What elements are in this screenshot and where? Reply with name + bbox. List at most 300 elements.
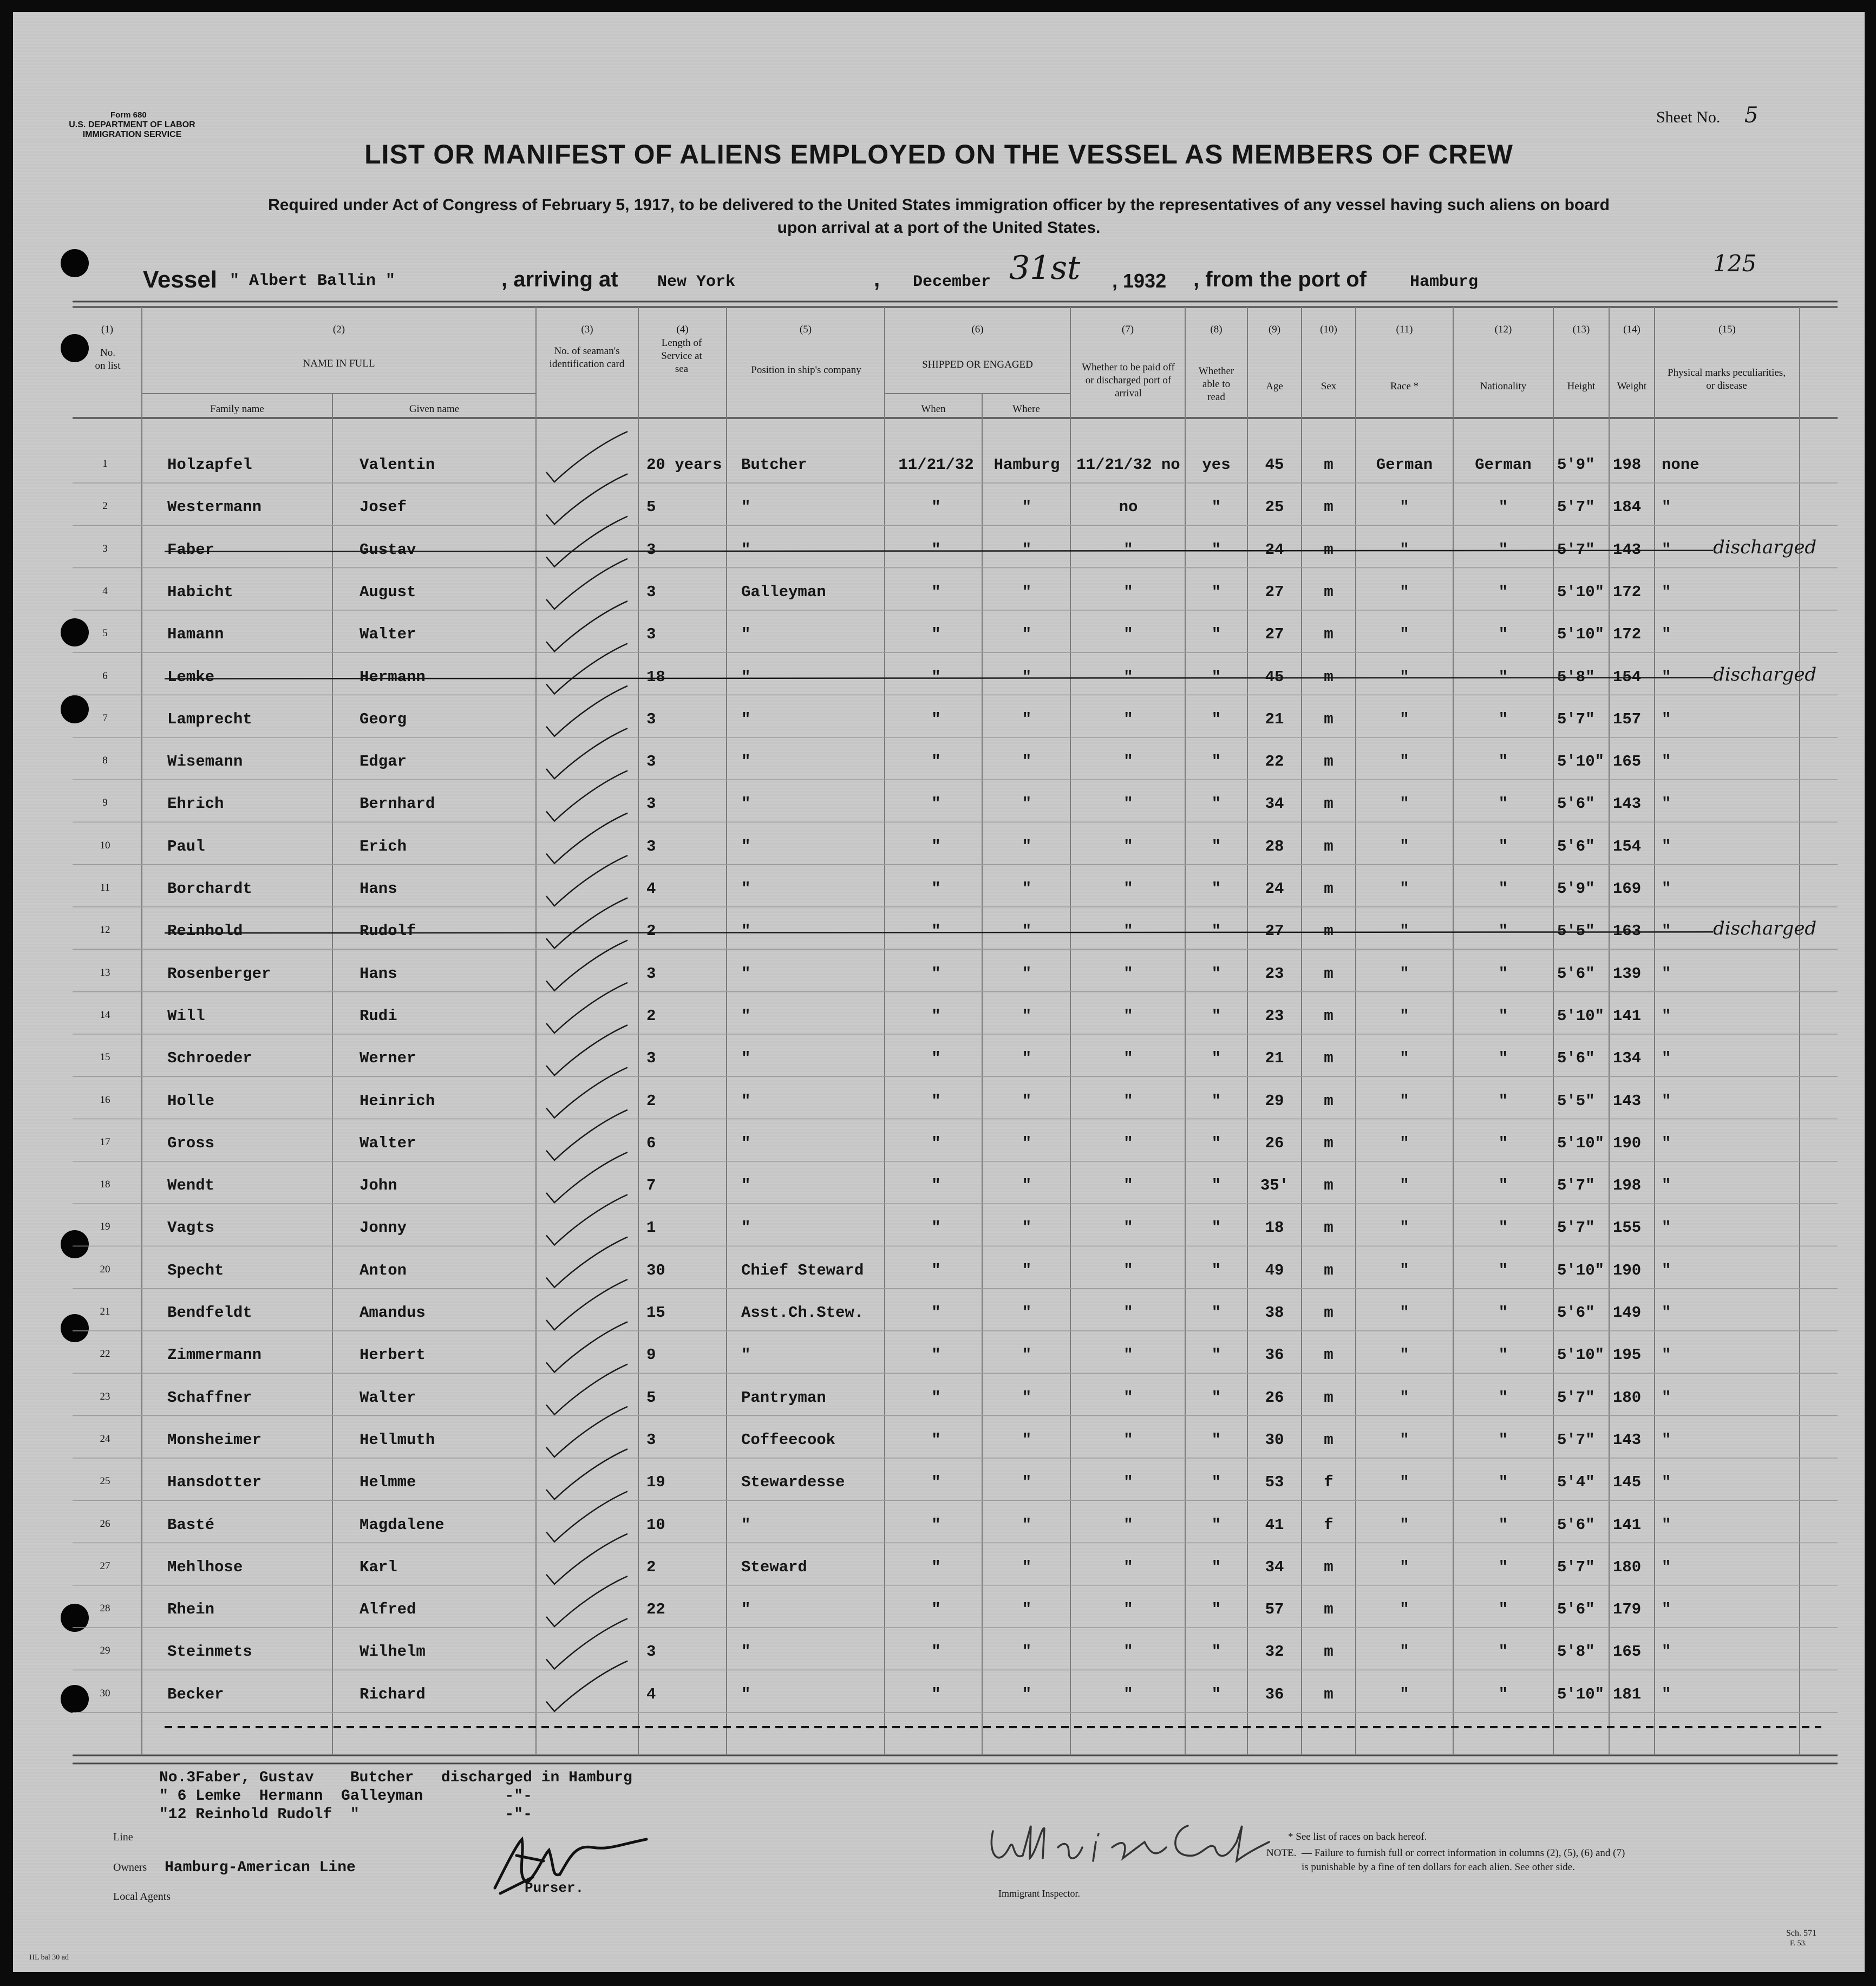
service-length-cell: 3: [646, 583, 656, 601]
shipped-when-cell: ": [931, 625, 941, 644]
age-cell: 21: [1265, 1049, 1284, 1068]
shipped-when-cell: ": [931, 668, 941, 686]
family-name-cell: Specht: [167, 1261, 224, 1279]
given-name-cell: Magdalene: [359, 1515, 445, 1534]
family-name-cell: Lamprecht: [167, 710, 252, 728]
col15-number: (15): [1718, 324, 1736, 335]
weight-cell: 134: [1613, 1049, 1642, 1068]
sex-cell: m: [1324, 837, 1334, 855]
shipped-where-cell: ": [1022, 1430, 1032, 1449]
page-title: LIST OR MANIFEST OF ALIENS EMPLOYED ON THE VESSEL AS MEMBERS OF CREW: [364, 139, 1513, 169]
id-card-checkmark: [546, 1618, 627, 1669]
shipped-where-cell: Hamburg: [993, 456, 1060, 474]
position-cell: ": [741, 753, 751, 771]
age-cell: 24: [1265, 880, 1284, 898]
given-name-cell: Walter: [359, 1134, 416, 1152]
shipped-when-cell: ": [931, 1261, 941, 1279]
paid-off-cell: ": [1123, 1685, 1133, 1703]
shipped-when-cell: ": [931, 1049, 941, 1068]
nationality-cell: ": [1498, 795, 1508, 813]
col7-header: Whether to be paid off or discharged port of arrival: [1082, 362, 1175, 399]
col11-number: (11): [1396, 324, 1413, 335]
id-card-checkmark: [546, 1152, 627, 1203]
physical-marks-cell: ": [1662, 795, 1671, 813]
paid-off-cell: 11/21/32 no: [1076, 456, 1180, 474]
age-cell: 30: [1265, 1430, 1284, 1449]
physical-marks-cell: none: [1662, 456, 1699, 474]
shipped-where-cell: ": [1022, 1134, 1032, 1152]
row-number: 11: [100, 882, 110, 893]
shipped-when-cell: ": [931, 922, 941, 940]
col6-header: SHIPPED OR ENGAGED: [922, 359, 1033, 370]
family-name-cell: Becker: [167, 1685, 224, 1703]
race-cell: ": [1400, 1134, 1409, 1152]
row-number: 24: [100, 1433, 110, 1445]
physical-marks-cell: ": [1662, 668, 1671, 686]
paid-off-cell: ": [1123, 625, 1133, 644]
able-to-read-cell: ": [1211, 753, 1221, 771]
height-cell: 5'4": [1557, 1473, 1595, 1492]
nationality-cell: ": [1498, 922, 1508, 940]
age-cell: 35': [1260, 1177, 1289, 1195]
sex-cell: m: [1324, 456, 1334, 474]
able-to-read-cell: ": [1211, 795, 1221, 813]
owners-value: Hamburg-American Line: [165, 1859, 356, 1876]
height-cell: 5'9": [1557, 880, 1595, 898]
family-name-cell: Reinhold: [167, 922, 243, 940]
col3-number: (3): [581, 324, 593, 335]
family-name-cell: Paul: [167, 837, 205, 855]
service-length-cell: 18: [646, 668, 665, 686]
height-cell: 5'7": [1557, 1558, 1595, 1576]
paid-off-cell: ": [1123, 1346, 1133, 1364]
row-number: 5: [102, 628, 108, 639]
race-cell: ": [1400, 540, 1409, 559]
position-cell: ": [741, 1643, 751, 1661]
id-card-checkmark: [546, 601, 627, 651]
position-cell: ": [741, 540, 751, 559]
physical-marks-cell: ": [1662, 1430, 1671, 1449]
physical-marks-cell: ": [1662, 753, 1671, 771]
physical-marks-cell: ": [1662, 1515, 1671, 1534]
family-name-cell: Basté: [167, 1515, 215, 1534]
given-name-cell: Josef: [359, 498, 407, 517]
weight-cell: 141: [1613, 1515, 1642, 1534]
given-name-cell: Rudolf: [359, 922, 416, 940]
row-number: 10: [100, 839, 110, 851]
weight-cell: 184: [1613, 498, 1642, 517]
race-cell: German: [1376, 456, 1433, 474]
arriving-port: New York: [657, 273, 736, 291]
age-cell: 45: [1265, 668, 1284, 686]
position-cell: ": [741, 710, 751, 728]
weight-cell: 190: [1613, 1134, 1642, 1152]
height-cell: 5'5": [1557, 922, 1595, 940]
shipped-when-cell: ": [931, 1430, 941, 1449]
nationality-cell: ": [1498, 1304, 1508, 1322]
service-length-cell: 6: [646, 1134, 656, 1152]
given-name-cell: Bernhard: [359, 795, 435, 813]
shipped-when-cell: ": [931, 1346, 941, 1364]
shipped-where-cell: ": [1022, 753, 1032, 771]
id-card-checkmark: [546, 813, 627, 864]
table-grid: [13, 12, 1865, 1972]
physical-marks-cell: ": [1662, 880, 1671, 898]
row-number: 28: [100, 1603, 110, 1615]
height-cell: 5'10": [1557, 583, 1605, 601]
race-cell: ": [1400, 1643, 1409, 1661]
discharged-note: discharged: [1713, 536, 1817, 558]
service-length-cell: 22: [646, 1600, 665, 1619]
sex-cell: m: [1324, 1304, 1334, 1322]
nationality-cell: ": [1498, 625, 1508, 644]
sex-cell: m: [1324, 1007, 1334, 1025]
paid-off-cell: ": [1123, 540, 1133, 559]
position-cell: ": [741, 922, 751, 940]
col13-number: (13): [1572, 324, 1590, 335]
date-comma: ,: [874, 267, 880, 291]
col8-number: (8): [1210, 324, 1223, 335]
col13-header: Height: [1567, 381, 1596, 392]
weight-cell: 181: [1613, 1685, 1642, 1703]
col3-header: No. of seaman's identification card: [549, 345, 625, 370]
shipped-when-cell: ": [931, 837, 941, 855]
sex-cell: m: [1324, 1346, 1334, 1364]
weight-cell: 180: [1613, 1558, 1642, 1576]
family-name-cell: Monsheimer: [167, 1430, 262, 1449]
able-to-read-cell: ": [1211, 498, 1221, 517]
shipped-where-cell: ": [1022, 922, 1032, 940]
able-to-read-cell: ": [1211, 1219, 1221, 1237]
id-card-checkmark: [546, 1237, 627, 1288]
height-cell: 5'9": [1557, 456, 1595, 474]
row-number: 27: [100, 1560, 110, 1572]
sex-cell: m: [1324, 540, 1334, 559]
race-cell: ": [1400, 1219, 1409, 1237]
id-card-checkmark: [546, 898, 627, 948]
races-note: * See list of races on back hereof.: [1288, 1831, 1427, 1843]
row-number: 22: [100, 1348, 110, 1360]
sex-cell: f: [1324, 1473, 1334, 1492]
family-name-cell: Rhein: [167, 1600, 215, 1619]
nationality-cell: ": [1498, 1346, 1508, 1364]
id-card-checkmark: [546, 1576, 627, 1626]
position-cell: Stewardesse: [741, 1473, 845, 1492]
age-cell: 36: [1265, 1346, 1284, 1364]
family-name-cell: Borchardt: [167, 880, 252, 898]
paid-off-cell: ": [1123, 880, 1133, 898]
shipped-where-cell: ": [1022, 1092, 1032, 1110]
service-length-cell: 4: [646, 1685, 656, 1703]
weight-cell: 198: [1613, 456, 1642, 474]
race-cell: ": [1400, 1007, 1409, 1025]
given-name-cell: Georg: [359, 710, 407, 728]
col8-header: Whether able to read: [1198, 365, 1234, 403]
nationality-cell: ": [1498, 1558, 1508, 1576]
given-name-cell: Karl: [359, 1558, 397, 1576]
able-to-read-cell: ": [1211, 540, 1221, 559]
weight-cell: 169: [1613, 880, 1642, 898]
age-cell: 22: [1265, 753, 1284, 771]
race-cell: ": [1400, 1388, 1409, 1407]
row-number: 16: [100, 1094, 110, 1106]
shipped-where-cell: ": [1022, 1600, 1032, 1619]
col14-header: Weight: [1617, 381, 1647, 392]
physical-marks-cell: ": [1662, 1049, 1671, 1068]
service-length-cell: 3: [646, 795, 656, 813]
physical-marks-cell: ": [1662, 710, 1671, 728]
height-cell: 5'7": [1557, 710, 1595, 728]
service-length-cell: 3: [646, 540, 656, 559]
shipped-when-cell: ": [931, 1515, 941, 1534]
row-number: 23: [100, 1390, 110, 1402]
shipped-where-cell: ": [1022, 668, 1032, 686]
physical-marks-cell: ": [1662, 1007, 1671, 1025]
id-card-checkmark: [546, 1534, 627, 1584]
row-number: 26: [100, 1518, 110, 1530]
local-agents-label: Local Agents: [113, 1891, 171, 1903]
shipped-when-cell: ": [931, 1304, 941, 1322]
col5-number: (5): [799, 324, 812, 335]
given-name-cell: Gustav: [359, 540, 416, 559]
height-cell: 5'6": [1557, 1049, 1595, 1068]
paid-off-cell: ": [1123, 964, 1133, 983]
weight-cell: 179: [1613, 1600, 1642, 1619]
paid-off-cell: ": [1123, 1304, 1133, 1322]
sex-cell: m: [1324, 1388, 1334, 1407]
sex-cell: m: [1324, 1643, 1334, 1661]
sheet-number: 5: [1744, 103, 1759, 128]
paid-off-cell: ": [1123, 1092, 1133, 1110]
race-cell: ": [1400, 1430, 1409, 1449]
family-name-cell: Vagts: [167, 1219, 215, 1237]
race-cell: ": [1400, 498, 1409, 517]
nationality-cell: ": [1498, 1473, 1508, 1492]
able-to-read-cell: ": [1211, 625, 1221, 644]
col1-header: No. on list: [95, 347, 121, 371]
row-number: 30: [100, 1687, 110, 1699]
race-cell: ": [1400, 710, 1409, 728]
shipped-when-cell: ": [931, 498, 941, 517]
service-length-cell: 15: [646, 1304, 665, 1322]
age-cell: 21: [1265, 710, 1284, 728]
paid-off-cell: ": [1123, 1219, 1133, 1237]
family-name-cell: Faber: [167, 540, 215, 559]
nationality-cell: ": [1498, 540, 1508, 559]
given-name-cell: Hermann: [359, 668, 426, 686]
height-cell: 5'10": [1557, 1346, 1605, 1364]
able-to-read-cell: ": [1211, 1685, 1221, 1703]
given-name-cell: Heinrich: [359, 1092, 435, 1110]
height-cell: 5'6": [1557, 964, 1595, 983]
able-to-read-cell: ": [1211, 1558, 1221, 1576]
physical-marks-cell: ": [1662, 1092, 1671, 1110]
physical-marks-cell: ": [1662, 964, 1671, 983]
row-number: 13: [100, 966, 110, 978]
row-number: 3: [102, 543, 108, 554]
inspector-label: Immigrant Inspector.: [998, 1888, 1080, 1899]
arrival-year: , 1932: [1112, 270, 1167, 292]
physical-marks-cell: ": [1662, 498, 1671, 517]
paid-off-cell: ": [1123, 1600, 1133, 1619]
inspector-signature: [982, 1809, 1285, 1874]
race-cell: ": [1400, 880, 1409, 898]
paid-off-cell: no: [1119, 498, 1138, 517]
family-name-cell: Lemke: [167, 668, 215, 686]
from-port-label: , from the port of: [1193, 267, 1367, 291]
family-name-cell: Wisemann: [167, 753, 243, 771]
row-number: 25: [100, 1475, 110, 1487]
subtitle-line-2: upon arrival at a port of the United States.: [777, 219, 1101, 237]
shipped-when-cell: ": [931, 1600, 941, 1619]
family-name-cell: Mehlhose: [167, 1558, 243, 1576]
nationality-cell: ": [1498, 837, 1508, 855]
race-cell: ": [1400, 1304, 1409, 1322]
position-cell: Galleyman: [741, 583, 826, 601]
id-card-checkmark: [546, 1492, 627, 1542]
given-name-cell: Amandus: [359, 1304, 426, 1322]
shipped-when-cell: ": [931, 1219, 941, 1237]
physical-marks-cell: ": [1662, 1304, 1671, 1322]
discharge-note-2: " 6 Lemke Hermann Galleyman -"-: [159, 1788, 532, 1805]
form-number: Form 680: [110, 110, 147, 120]
corner-code: HL bal 30 ad: [29, 1954, 69, 1962]
sex-cell: m: [1324, 1049, 1334, 1068]
family-name-cell: Schaffner: [167, 1388, 252, 1407]
vessel-name: " Albert Ballin ": [230, 272, 396, 290]
shipped-where-cell: ": [1022, 1473, 1032, 1492]
able-to-read-cell: ": [1211, 1049, 1221, 1068]
given-name-cell: Alfred: [359, 1600, 416, 1619]
id-card-checkmark: [546, 1364, 627, 1415]
note-text-1: — Failure to furnish full or correct information in columns (2), (5), (6) and (7): [1302, 1847, 1625, 1859]
note-label: NOTE.: [1266, 1847, 1297, 1859]
paid-off-cell: ": [1123, 795, 1133, 813]
position-cell: ": [741, 880, 751, 898]
age-cell: 57: [1265, 1600, 1284, 1619]
col9-number: (9): [1268, 324, 1281, 335]
height-cell: 5'7": [1557, 1388, 1595, 1407]
col1-number: (1): [101, 324, 114, 335]
shipped-where-cell: ": [1022, 964, 1032, 983]
sex-cell: m: [1324, 1261, 1334, 1279]
row-number: 15: [100, 1051, 110, 1063]
arrival-day: 31st: [1009, 249, 1081, 287]
nationality-cell: German: [1475, 456, 1532, 474]
paid-off-cell: ": [1123, 1134, 1133, 1152]
given-name-cell: Erich: [359, 837, 407, 855]
col11-header: Race *: [1390, 381, 1419, 392]
given-name-cell: Werner: [359, 1049, 416, 1068]
position-cell: ": [741, 964, 751, 983]
weight-cell: 198: [1613, 1177, 1642, 1195]
nationality-cell: ": [1498, 1388, 1508, 1407]
paid-off-cell: ": [1123, 1007, 1133, 1025]
service-length-cell: 2: [646, 1092, 656, 1110]
age-cell: 26: [1265, 1134, 1284, 1152]
shipped-when-cell: ": [931, 1473, 941, 1492]
position-cell: Butcher: [741, 456, 807, 474]
height-cell: 5'7": [1557, 540, 1595, 559]
service-length-cell: 7: [646, 1177, 656, 1195]
id-card-checkmark: [546, 517, 627, 567]
physical-marks-cell: ": [1662, 1643, 1671, 1661]
position-cell: Chief Steward: [741, 1261, 864, 1279]
weight-cell: 145: [1613, 1473, 1642, 1492]
service-length-cell: 30: [646, 1261, 665, 1279]
height-cell: 5'6": [1557, 1515, 1595, 1534]
able-to-read-cell: ": [1211, 1473, 1221, 1492]
service-length-cell: 10: [646, 1515, 665, 1534]
id-card-checkmark: [546, 432, 627, 482]
able-to-read-cell: ": [1211, 880, 1221, 898]
given-name-cell: Hans: [359, 880, 397, 898]
given-name-cell: Helmme: [359, 1473, 416, 1492]
service-line: IMMIGRATION SERVICE: [82, 130, 182, 139]
col10-header: Sex: [1321, 381, 1337, 392]
col4-number: (4): [676, 324, 689, 335]
race-cell: ": [1400, 1685, 1409, 1703]
sex-cell: m: [1324, 1219, 1334, 1237]
weight-cell: 172: [1613, 625, 1642, 644]
age-cell: 23: [1265, 1007, 1284, 1025]
sex-cell: m: [1324, 498, 1334, 517]
col7-number: (7): [1121, 324, 1134, 335]
age-cell: 26: [1265, 1388, 1284, 1407]
given-name-cell: Walter: [359, 625, 416, 644]
col2-header: NAME IN FULL: [303, 358, 375, 369]
sex-cell: m: [1324, 1600, 1334, 1619]
nationality-cell: ": [1498, 1092, 1508, 1110]
row-number: 1: [102, 458, 108, 469]
age-cell: 32: [1265, 1643, 1284, 1661]
physical-marks-cell: ": [1662, 540, 1671, 559]
shipped-when-cell: ": [931, 1092, 941, 1110]
race-cell: ": [1400, 1177, 1409, 1195]
service-length-cell: 2: [646, 1558, 656, 1576]
family-name-cell: Holle: [167, 1092, 215, 1110]
weight-cell: 154: [1613, 837, 1642, 855]
service-length-cell: 5: [646, 498, 656, 517]
sex-cell: m: [1324, 795, 1334, 813]
race-cell: ": [1400, 964, 1409, 983]
service-length-cell: 3: [646, 625, 656, 644]
sex-cell: m: [1324, 880, 1334, 898]
paid-off-cell: ": [1123, 1388, 1133, 1407]
able-to-read-cell: ": [1211, 1430, 1221, 1449]
nationality-cell: ": [1498, 1007, 1508, 1025]
col2-number: (2): [332, 324, 345, 335]
weight-cell: 149: [1613, 1304, 1642, 1322]
paid-off-cell: ": [1123, 1643, 1133, 1661]
able-to-read-cell: ": [1211, 1600, 1221, 1619]
sex-cell: m: [1324, 964, 1334, 983]
able-to-read-cell: ": [1211, 1304, 1221, 1322]
shipped-when-cell: ": [931, 964, 941, 983]
nationality-cell: ": [1498, 498, 1508, 517]
able-to-read-cell: ": [1211, 1643, 1221, 1661]
id-card-checkmark: [546, 644, 627, 694]
purser-signature: [484, 1823, 668, 1899]
shipped-when-cell: ": [931, 710, 941, 728]
id-card-checkmark: [546, 1407, 627, 1457]
service-length-cell: 3: [646, 1643, 656, 1661]
able-to-read-cell: yes: [1202, 456, 1231, 474]
department-line: U.S. DEPARTMENT OF LABOR: [69, 120, 195, 129]
shipped-where-cell: ": [1022, 1304, 1032, 1322]
able-to-read-cell: ": [1211, 1388, 1221, 1407]
sex-cell: m: [1324, 1558, 1334, 1576]
